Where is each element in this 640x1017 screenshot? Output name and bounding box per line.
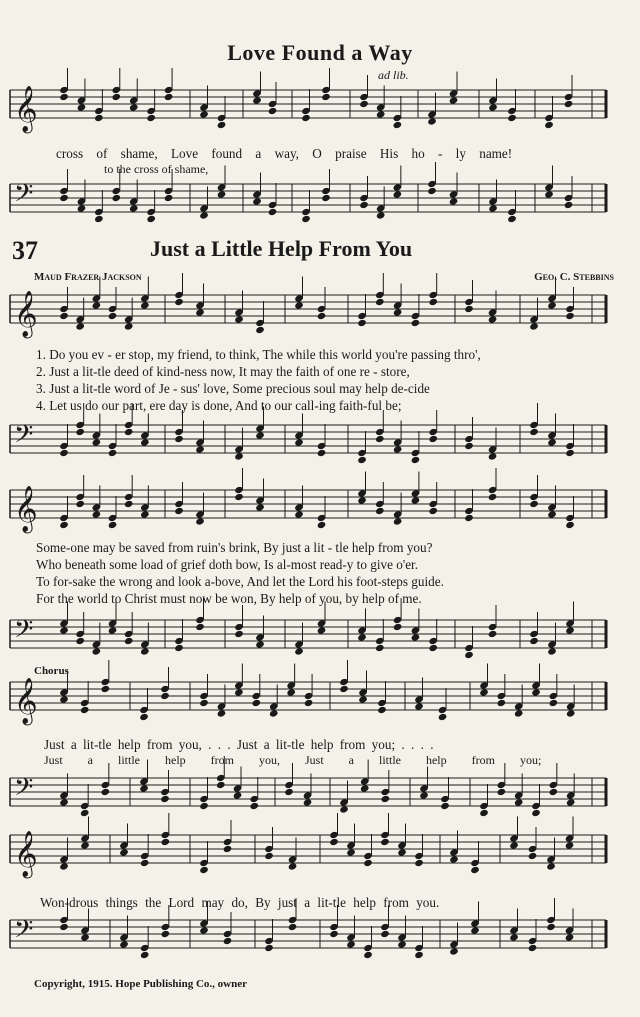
note-head (164, 194, 174, 202)
note-head (140, 438, 150, 446)
copyright-notice: Copyright, 1915. Hope Publishing Co., owner (34, 978, 247, 990)
note-head (380, 930, 390, 938)
note-head (346, 940, 356, 948)
note-head (565, 312, 575, 320)
note-head (488, 493, 498, 501)
note-head (268, 208, 278, 216)
note-head (255, 640, 265, 648)
note-head (75, 428, 85, 436)
note-head (124, 637, 134, 645)
note-head (75, 500, 85, 508)
note-head (59, 798, 69, 806)
note-head (124, 428, 134, 436)
note-head (449, 96, 459, 104)
note-head (161, 838, 171, 846)
note-head (140, 951, 150, 959)
note-head (565, 933, 575, 941)
note-head (80, 706, 90, 714)
note-head (75, 637, 85, 645)
note-head (397, 848, 407, 856)
note-head (529, 637, 539, 645)
note-head (393, 623, 403, 631)
note-head (199, 699, 209, 707)
note-head (564, 201, 574, 209)
note-head (160, 692, 170, 700)
verse-4-line-2: For the world to Christ must now be won, By help of you, by help of me. (36, 591, 422, 606)
note-head (358, 695, 368, 703)
note-head (339, 685, 349, 693)
note-head (199, 110, 209, 118)
note-head (411, 496, 421, 504)
note-head (528, 944, 538, 952)
note-head (488, 452, 498, 460)
note-head (217, 709, 227, 717)
top-alt-lyric-line: to the cross of shame, (104, 162, 209, 176)
note-head (199, 802, 209, 810)
note-head (119, 940, 129, 948)
note-head (464, 442, 474, 450)
note-head (414, 702, 424, 710)
note-head (146, 215, 156, 223)
verse-4-line-1: 4. Let us do our part, ere day is done, And to our call-ing faith-ful be; (36, 398, 402, 413)
note-head (59, 521, 69, 529)
note-head (234, 315, 244, 323)
note-head (216, 781, 226, 789)
note-head (529, 322, 539, 330)
note-head (549, 788, 559, 796)
verse-1-line-2: Some-one may be saved from ruin's brink, By just a lit - tle help from you? (36, 540, 433, 555)
note-head (317, 626, 327, 634)
note-head (255, 431, 265, 439)
note-head (294, 301, 304, 309)
note-head (380, 838, 390, 846)
note-head (546, 923, 556, 931)
note-head (393, 517, 403, 525)
note-head (488, 630, 498, 638)
note-head (317, 449, 327, 457)
note-head (59, 312, 69, 320)
note-head (160, 795, 170, 803)
note-head (234, 452, 244, 460)
note-head (514, 798, 524, 806)
note-head (59, 923, 69, 931)
hymn-title: Just a Little Help From You (150, 236, 413, 261)
chorus-label: Chorus (34, 665, 69, 677)
note-head (288, 862, 298, 870)
note-head (507, 215, 517, 223)
note-head (375, 298, 385, 306)
note-head (393, 445, 403, 453)
bass-clef: 𝄢 (14, 773, 34, 808)
note-head (112, 194, 122, 202)
note-head (375, 644, 385, 652)
note-head (544, 121, 554, 129)
composer-credit: Geo. C. Stebbins (534, 271, 614, 283)
note-head (108, 449, 118, 457)
note-head (223, 845, 233, 853)
note-head (234, 630, 244, 638)
note-head (509, 841, 519, 849)
note-head (303, 798, 313, 806)
note-head (108, 521, 118, 529)
note-head (427, 187, 437, 195)
note-head (531, 688, 541, 696)
note-head (546, 862, 556, 870)
note-head (479, 688, 489, 696)
note-head (393, 308, 403, 316)
note-head (59, 194, 69, 202)
note-head (419, 791, 429, 799)
note-head (249, 802, 259, 810)
note-head (360, 784, 370, 792)
note-head (252, 699, 262, 707)
note-head (428, 298, 438, 306)
note-head (547, 438, 557, 446)
note-head (304, 699, 314, 707)
note-head (140, 301, 150, 309)
verse-3-line-1: 3. Just a lit-tle word of Je - sus' love, Some precious soul may help de-cide (36, 381, 430, 396)
note-head (464, 651, 474, 659)
note-head (301, 215, 311, 223)
note-head (363, 859, 373, 867)
note-head (199, 866, 209, 874)
note-head (529, 500, 539, 508)
note-head (108, 312, 118, 320)
note-head (301, 114, 311, 122)
note-head (59, 626, 69, 634)
note-head (507, 114, 517, 122)
note-head (195, 445, 205, 453)
note-head (317, 521, 327, 529)
note-head (269, 709, 279, 717)
note-head (359, 201, 369, 209)
note-head (376, 211, 386, 219)
note-head (414, 951, 424, 959)
note-head (470, 866, 480, 874)
note-head (288, 923, 298, 931)
note-head (377, 706, 387, 714)
note-head (252, 197, 262, 205)
note-head (566, 709, 576, 717)
note-head (146, 114, 156, 122)
note-head (397, 940, 407, 948)
verse-2-line-1: 2. Just a lit-tle deed of kind-ness now, It may the faith of one re - store, (36, 364, 410, 379)
note-head (286, 688, 296, 696)
note-head (528, 852, 538, 860)
bass-clef: 𝄢 (14, 915, 34, 950)
note-head (479, 809, 489, 817)
note-head (80, 809, 90, 817)
note-head (77, 103, 87, 111)
note-head (199, 926, 209, 934)
note-head (565, 626, 575, 634)
note-head (357, 633, 367, 641)
note-head (357, 456, 367, 464)
note-head (411, 633, 421, 641)
note-head (124, 500, 134, 508)
verse-1-line-1: 1. Do you ev - er stop, my friend, to think, The while this world you're passing thro', (36, 347, 481, 362)
note-head (329, 838, 339, 846)
treble-clef: 𝄞 (14, 486, 38, 532)
bass-clef: 𝄢 (14, 615, 34, 650)
verse-3-line-2: To for-sake the wrong and look a-bove, And let the Lord his foot-steps guide. (36, 574, 444, 589)
note-head (428, 507, 438, 515)
note-head (112, 93, 122, 101)
note-head (139, 713, 149, 721)
note-head (321, 93, 331, 101)
note-head (547, 647, 557, 655)
hymn-number: 37 (12, 236, 38, 265)
note-head (124, 322, 134, 330)
note-head (428, 435, 438, 443)
note-head (174, 644, 184, 652)
note-head (233, 791, 243, 799)
note-head (381, 795, 391, 803)
note-head (375, 435, 385, 443)
note-head (294, 438, 304, 446)
note-head (565, 449, 575, 457)
note-head (449, 855, 459, 863)
note-head (375, 507, 385, 515)
note-head (497, 788, 507, 796)
note-head (488, 204, 498, 212)
note-head (565, 521, 575, 529)
note-head (92, 647, 102, 655)
note-head (549, 699, 559, 707)
bass-clef: 𝄢 (14, 179, 34, 214)
note-head (363, 951, 373, 959)
note-head (199, 211, 209, 219)
treble-clef: 𝄞 (14, 831, 38, 877)
note-head (393, 190, 403, 198)
note-head (357, 496, 367, 504)
note-head (94, 114, 104, 122)
note-head (497, 699, 507, 707)
note-head (101, 685, 111, 693)
note-head (411, 456, 421, 464)
note-head (321, 194, 331, 202)
note-head (92, 301, 102, 309)
note-head (339, 805, 349, 813)
note-head (108, 626, 118, 634)
chorus-lyric-line-1: Just a lit-tle help from you, . . . Just a lit-tle help from you; . . . . (44, 737, 434, 752)
note-head (514, 709, 524, 717)
note-head (234, 688, 244, 696)
bass-clef: 𝄢 (14, 420, 34, 455)
note-head (264, 944, 274, 952)
note-head (547, 510, 557, 518)
note-head (94, 215, 104, 223)
note-head (75, 322, 85, 330)
ad-lib-direction: ad lib. (378, 68, 409, 82)
note-head (449, 197, 459, 205)
top-lyric-line: cross of shame, Love found a way, O praise His ho - ly name! (56, 146, 513, 161)
note-head (428, 644, 438, 652)
note-head (140, 510, 150, 518)
note-head (129, 204, 139, 212)
note-head (252, 96, 262, 104)
note-head (140, 647, 150, 655)
note-head (77, 204, 87, 212)
note-head (59, 862, 69, 870)
treble-clef: 𝄞 (14, 86, 38, 132)
author-credit: Maud Frazer Jackson (34, 271, 142, 283)
treble-clef: 𝄞 (14, 291, 38, 337)
note-head (59, 695, 69, 703)
note-head (346, 848, 356, 856)
note-head (488, 315, 498, 323)
note-head (427, 117, 437, 125)
note-head (317, 312, 327, 320)
note-head (217, 190, 227, 198)
note-head (268, 107, 278, 115)
note-head (195, 308, 205, 316)
note-head (119, 848, 129, 856)
note-head (255, 503, 265, 511)
chorus-alt-lyric-line: Just a little help from you, Just a little help from you; (44, 753, 542, 767)
chorus-lyric-line-2: Won-drous things the Lord may do, By just a lit-tle help from you. (40, 895, 440, 910)
note-head (376, 110, 386, 118)
note-head (80, 933, 90, 941)
note-head (411, 319, 421, 327)
note-head (223, 937, 233, 945)
note-head (359, 100, 369, 108)
note-head (174, 507, 184, 515)
note-head (174, 298, 184, 306)
note-head (255, 326, 265, 334)
note-head (414, 859, 424, 867)
treble-clef: 𝄞 (14, 678, 38, 724)
note-head (140, 859, 150, 867)
note-head (217, 121, 227, 129)
note-head (564, 100, 574, 108)
note-head (329, 930, 339, 938)
note-head (566, 798, 576, 806)
note-head (161, 930, 171, 938)
note-head (174, 435, 184, 443)
note-head (544, 190, 554, 198)
note-head (529, 428, 539, 436)
note-head (80, 841, 90, 849)
note-head (139, 784, 149, 792)
verse-2-line-2: Who beneath some load of grief doth bow, Is al-most read-y to give o'er. (36, 557, 419, 572)
note-head (234, 493, 244, 501)
note-head (129, 103, 139, 111)
note-head (195, 517, 205, 525)
note-head (464, 305, 474, 313)
note-head (470, 926, 480, 934)
note-head (294, 647, 304, 655)
note-head (438, 713, 448, 721)
note-head (294, 510, 304, 518)
note-head (92, 438, 102, 446)
note-head (92, 510, 102, 518)
note-head (440, 802, 450, 810)
note-head (449, 947, 459, 955)
note-head (531, 809, 541, 817)
note-head (565, 841, 575, 849)
note-head (284, 788, 294, 796)
note-head (393, 121, 403, 129)
note-head (59, 449, 69, 457)
note-head (59, 93, 69, 101)
note-head (264, 852, 274, 860)
note-head (195, 623, 205, 631)
hymn-title-love-found-a-way: Love Found a Way (227, 40, 413, 65)
note-head (357, 319, 367, 327)
note-head (509, 933, 519, 941)
note-head (547, 301, 557, 309)
note-head (101, 788, 111, 796)
note-head (464, 514, 474, 522)
note-head (164, 93, 174, 101)
note-head (488, 103, 498, 111)
